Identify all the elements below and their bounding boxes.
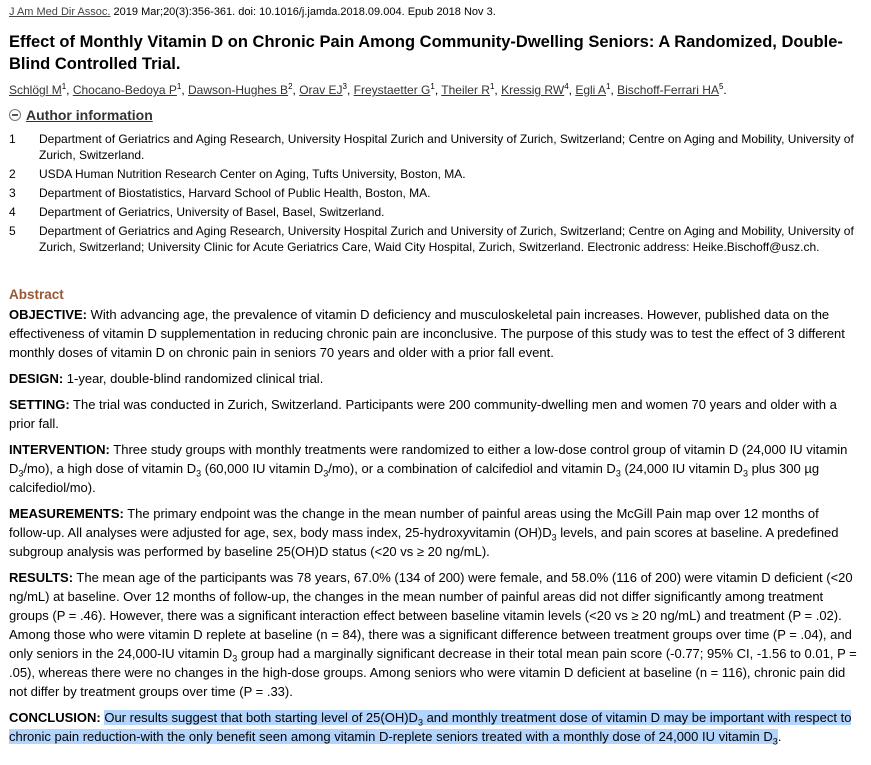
abstract-design [9,369,859,388]
author-affiliation-number: 1 [430,82,435,91]
section-text: /mo), or a combination of calcifediol and vitamin D [328,461,616,476]
author-link[interactable]: Orav EJ [299,83,343,97]
abstract-conclusion [9,708,859,746]
section-text: Our results suggest that both starting level of 25(OH)D [104,710,418,725]
abstract-measurements [9,504,859,561]
affiliation-number: 5 [9,224,16,238]
affiliation-number: 3 [9,186,16,200]
affiliation-item [9,185,863,201]
affiliation-text: Department of Geriatrics and Aging Research, University Hospital Zurich and University of Zurich, Switzerland; Centre on Aging and Mobility, University of Zurich, Switzerland. [39,132,854,162]
author-affiliation-number: 1 [606,82,611,91]
author-affiliation-number: 4 [564,82,569,91]
affiliation-item [9,223,863,255]
abstract-setting [9,395,859,433]
section-text: Three study groups with monthly treatments were randomized to either a low-dose control group of vitamin D (24,000 IU vitamin D [9,442,848,476]
subscript: 3 [551,532,557,543]
subscript: 3 [323,468,329,479]
section-text: The primary endpoint was the change in the mean number of painful areas using the McGill Pain map over 12 months of follow-up. All analyses were adjusted for age, sex, body mass index, 25-hydroxyvitamin (OH)D [9,506,819,540]
author-link[interactable]: Freystaetter G [353,83,431,97]
section-text: plus 300 µg calcifediol/mo). [9,461,820,495]
affiliation-number: 1 [9,132,16,146]
subscript: 3 [232,653,238,664]
subscript: 3 [742,468,748,479]
section-text: and monthly treatment dose of vitamin D may be important with respect to chronic pain reduction-with the only benefit seen among vitamin D-replete seniors treated with a monthly dose of 24,000 IU vitamin D [9,710,852,744]
abstract-body [9,305,859,753]
collapse-minus-icon[interactable] [9,109,21,121]
author-affiliation-number: 1 [61,82,67,91]
section-text: The mean age of the participants was 78 years, 67.0% (134 of 200) were female, and 58.0% (116 of 200) were vitamin D deficient (<20 ng/mL) at baseline. Over 12 months of follow-up, the changes in the mean number of painful areas did not differ significantly among treatment groups (P = .46). However, there was a significant interaction effect between baseline vitamin levels (<20 vs ≥ 20 ng/mL) and treatment (P = .02). Among those who were vitamin D replete at baseline (n = 84), there was a significant difference between treatment groups over time (P = .04), and only seniors in the 24,000-IU vitamin D [9,570,853,661]
author-information-toggle[interactable] [9,107,153,123]
author-affiliation-number: 3 [342,82,347,91]
subscript: 3 [772,736,778,747]
author-affiliation-number: 1 [489,82,495,91]
author-affiliation-number: 5 [718,82,724,91]
author-link[interactable]: Schlögl M [9,83,62,97]
abstract-objective [9,305,859,362]
section-text: 1-year, double-blind randomized clinical trial. [63,371,324,386]
affiliation-text: USDA Human Nutrition Research Center on Aging, Tufts University, Boston, MA. [39,167,466,181]
article-title: Effect of Monthly Vitamin D on Chronic Pain Among Community-Dwelling Seniors: A Randomized, Double-Blind Controlled Trial. [9,33,843,73]
subscript: 3 [417,717,423,728]
affiliation-item [9,166,863,182]
section-label: SETTING: [9,397,70,412]
subscript: 3 [196,468,202,479]
subscript: 3 [615,468,621,479]
selected-text-highlight [9,710,852,747]
section-text: (24,000 IU vitamin D [620,461,743,476]
author-list: Schlögl $M^1$, Chocano-Bedoya $P^1$, Dawson-Hughes $B^2$, Orav $EJ^3$, Freystaetter $G^1$, Theiler $R^1$, Kressig $RW^4$, Egli $A^1$, Bischoff-Ferrari $HA^5$. [9,82,727,97]
abstract-heading: Abstract [9,287,64,302]
abstract-results [9,568,859,701]
affiliation-number: 2 [9,167,16,181]
section-text: group had a marginally significant decrease in their total mean pain score (-0.77; 95% CI, -1.56 to 0.01, P = .05), whereas there were no changes in the high-dose groups. Among seniors who were vitamin D deficient at baseline (n = 116), chronic pain did not differ by treatment groups over time (P = .33). [9,646,857,699]
affiliation-item [9,204,863,220]
author-affiliation-number: 2 [288,82,293,91]
affiliation-text: Department of Geriatrics, University of Basel, Basel, Switzerland. [39,205,385,219]
abstract-intervention [9,440,859,497]
section-label: OBJECTIVE: [9,307,88,322]
section-label: CONCLUSION: [9,710,101,725]
section-text: (60,000 IU vitamin D [201,461,324,476]
author-information-label[interactable]: Author information [26,107,153,123]
section-label: RESULTS: [9,570,74,585]
author-link[interactable]: Kressig RW [501,83,565,97]
section-label: MEASUREMENTS: [9,506,124,521]
affiliation-list [9,131,863,258]
section-text: The trial was conducted in Zurich, Switzerland. Participants were 200 community-dwelling men and women 70 years and older with a prior fall. [9,397,837,431]
citation-details: 2019 Mar;20(3):356-361. doi: 10.1016/j.jamda.2018.09.004. Epub 2018 Nov 3. [110,6,496,18]
affiliation-text: Department of Biostatistics, Harvard School of Public Health, Boston, MA. [39,186,431,200]
affiliation-number: 4 [9,205,16,219]
author-link[interactable]: Dawson-Hughes B [188,83,289,97]
affiliation-item [9,131,863,163]
author-link[interactable]: Egli A [575,83,607,97]
citation-line [9,6,496,18]
author-affiliation-number: 1 [176,82,182,91]
author-link[interactable]: Chocano-Bedoya P [72,83,177,97]
author-link[interactable]: Bischoff-Ferrari HA [617,83,719,97]
section-text: levels, and pain scores at baseline. A predefined subgroup analysis was performed by baseline 25(OH)D status (<20 vs ≥ 20 ng/mL). [9,525,839,559]
subscript: 3 [18,468,24,479]
section-text: /mo), a high dose of vitamin D [23,461,197,476]
journal-link[interactable]: J Am Med Dir Assoc. [9,6,111,18]
section-label: DESIGN: [9,371,64,386]
section-text: With advancing age, the prevalence of vitamin D deficiency and musculoskeletal pain increases. However, published data on the effectiveness of vitamin D supplementation in reducing chronic pain are inconclusive. The purpose of this study was to test the effect of 3 different monthly doses of vitamin D on chronic pain in seniors 70 years and older with a prior fall event. [9,307,845,360]
author-link[interactable]: Theiler R [441,83,490,97]
section-text: . [777,729,782,744]
affiliation-text: Department of Geriatrics and Aging Research, University Hospital Zurich and University of Zurich, Switzerland; Centre on Aging and Mobility, University of Zurich, Switzerland; University Clinic for Acute Geriatrics Care, Waid City Hospital, Zurich, Switzerland. Electronic address: Heike.Bischoff@usz.ch. [39,224,854,254]
section-label: INTERVENTION: [9,442,110,457]
